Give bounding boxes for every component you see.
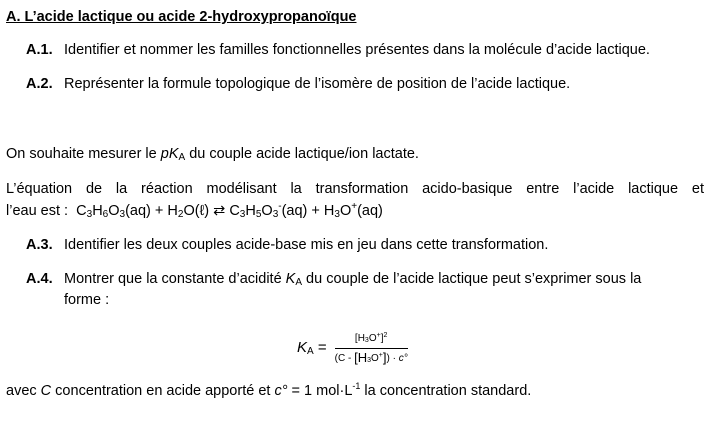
ka-fraction	[335, 330, 408, 367]
question-a4	[26, 270, 641, 288]
equation-prefix: l’eau est :	[6, 203, 69, 219]
question-number: A.3.	[26, 237, 53, 253]
intro-paragraph	[6, 145, 419, 163]
section-title: A. L’acide lactique ou acide 2-hydroxypropanoïque	[6, 9, 357, 25]
equation-paragraph-line1	[6, 180, 704, 198]
question-text: Identifier les deux couples acide-base mis en jeu dans cette transformation.	[64, 237, 549, 253]
reaction-equation	[6, 202, 383, 220]
fraction-denominator: (C - [H3O+]) · c°	[334, 349, 408, 365]
c0-symbol: c°	[274, 383, 288, 399]
ka-symbol: K	[285, 271, 296, 287]
fraction-numerator: $[H3O^+]^2$	[354, 331, 388, 344]
equilibrium-arrow-icon: ⇄	[213, 203, 226, 219]
conclusion-paragraph: avec C concentration en acide apporté et c° = 1 $mol\cdot L^{-1}$ la concentration standard.	[6, 381, 532, 399]
plus-sign: +	[311, 203, 320, 219]
ka-subscript: A	[295, 277, 303, 288]
question-a2	[26, 75, 570, 93]
lactic-acid-formula: $C_3H_6O_3(aq)$	[76, 203, 151, 220]
lactate-formula: $C_3H_5O_3^-(aq)$	[229, 201, 308, 220]
oxonium-formula: $H_3O^+(aq)$	[323, 201, 383, 220]
water-formula: $H_2O(\ell)$	[167, 203, 210, 220]
question-text: Représenter la formule topologique de l’isomère de position de l’acide lactique.	[64, 76, 571, 92]
intro-suffix: du couple acide lactique/ion lactate.	[185, 146, 419, 162]
ka-lhs: KA =	[297, 339, 327, 357]
intro-prefix: On souhaite mesurer le	[6, 146, 161, 162]
question-number: A.1.	[26, 42, 53, 58]
question-text: Montrer que la constante d’acidité	[64, 271, 282, 287]
question-text-end: du couple de l’acide lactique peut s’exprimer sous la	[306, 271, 642, 287]
question-number: A.2.	[26, 76, 53, 92]
question-a3	[26, 236, 548, 254]
plus-sign: +	[154, 203, 164, 219]
c-symbol: C	[40, 383, 52, 399]
pk-subscript: A	[178, 152, 186, 163]
pk-symbol: pK	[160, 146, 179, 162]
question-text: Identifier et nommer les familles fonctionnelles présentes dans la molécule d’acide lactique.	[64, 42, 650, 58]
equation-intro-text: L’équation de la réaction modélisant la transformation acido-basique entre l’acide lactique et	[6, 181, 704, 197]
question-number: A.4.	[26, 271, 53, 287]
question-a1	[26, 41, 650, 59]
question-a4-continuation: forme :	[64, 292, 110, 308]
ka-formula	[297, 328, 408, 368]
